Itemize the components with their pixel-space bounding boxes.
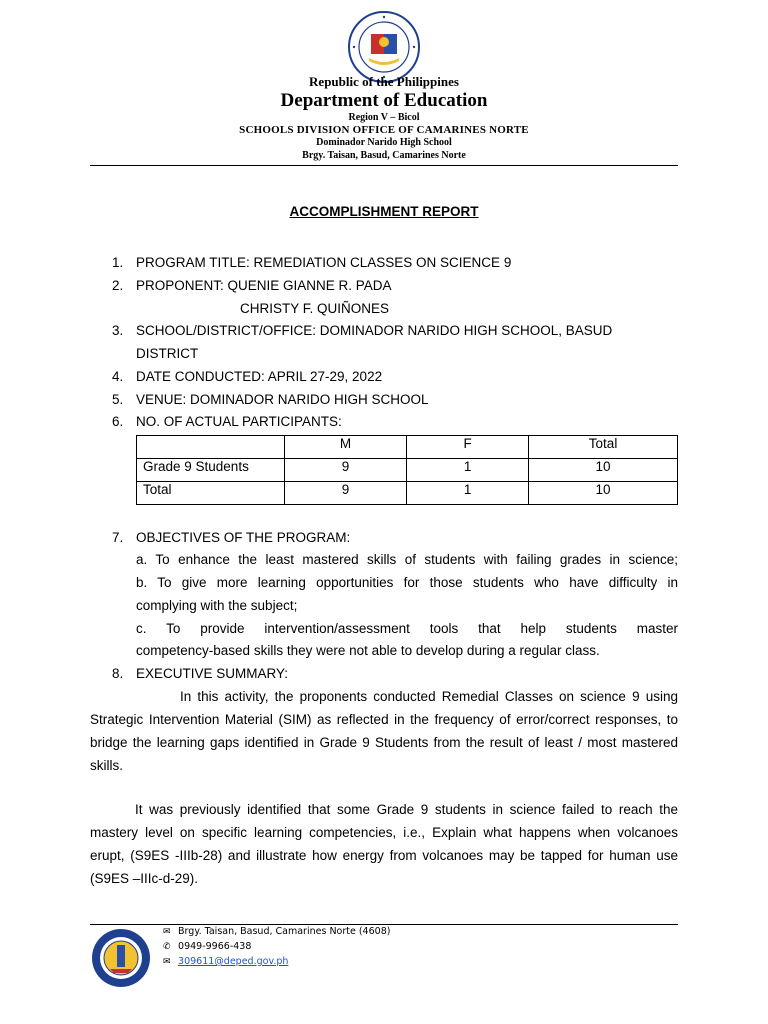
header-region: Region V – Bicol [348, 112, 420, 123]
table-row [137, 459, 678, 482]
item-text: CHRISTY F. QUIÑONES [240, 301, 390, 316]
item-number: 5. [112, 392, 124, 407]
table-cell: 10 [529, 482, 678, 505]
envelope-icon: ✉ [163, 927, 171, 937]
mail-icon: ✉ [163, 957, 171, 967]
table-header-row [137, 436, 678, 459]
deped-seal-logo [347, 10, 421, 84]
footer-address-text: Brgy. Taisan, Basud, Camarines Norte (4608) [178, 926, 391, 937]
item-text: PROPONENT: QUENIE GIANNE R. PADA [136, 278, 392, 293]
summary-paragraph-2: It was previously identified that some Grade 9 students in science failed to reach the mastery level on specific learning competencies, i.e., Explain what happens when volcanoes erupt, (S9ES -IIIb-28) and illustrate how energy from volcanoes may be tapped for human use (S9ES –IIIc-d-29). [90, 802, 678, 886]
participants-table [136, 435, 678, 505]
header-department: Department of Education [280, 90, 488, 111]
item-text: OBJECTIVES OF THE PROGRAM: [136, 530, 351, 545]
summary-paragraph-1: In this activity, the proponents conducted Remedial Classes on science 9 using Strategic Intervention Material (SIM) as reflected in the frequency of error/correct responses, to bridge the learning gaps identified in Grade 9 Students from the result of least / most mastered skills. [90, 689, 678, 773]
objective-c-line2: competency-based skills they were not able to develop during a regular class. [136, 643, 600, 658]
header-republic: Republic of the Philippines [309, 74, 459, 89]
header-division: SCHOOLS DIVISION OFFICE OF CAMARINES NORTE [239, 124, 529, 136]
footer-email-link[interactable]: 309611@deped.gov.ph [178, 956, 289, 967]
table-cell: 10 [529, 459, 678, 482]
table-cell [137, 436, 285, 459]
item-number: 4. [112, 369, 124, 384]
table-row [137, 482, 678, 505]
report-title: ACCOMPLISHMENT REPORT [289, 204, 479, 219]
item-text: VENUE: DOMINADOR NARIDO HIGH SCHOOL [136, 392, 429, 407]
item-number: 8. [112, 666, 124, 681]
table-header-total: Total [529, 436, 678, 459]
item-text: EXECUTIVE SUMMARY: [136, 666, 289, 681]
header-divider [90, 165, 678, 166]
header-school: Dominador Narido High School [316, 137, 452, 148]
item-text: DATE CONDUCTED: APRIL 27-29, 2022 [136, 369, 383, 384]
table-cell: 9 [284, 482, 406, 505]
item-text: NO. OF ACTUAL PARTICIPANTS: [136, 414, 342, 429]
school-logo [90, 927, 152, 989]
footer-phone-text: 0949-9966-438 [178, 941, 252, 952]
footer-phone [163, 940, 251, 954]
table-cell: 1 [407, 482, 529, 505]
table-cell: Total [137, 482, 285, 505]
item-number: 7. [112, 530, 124, 545]
footer-email [163, 955, 288, 969]
table-cell: 9 [284, 459, 406, 482]
phone-icon: ✆ [163, 942, 171, 952]
item-text: DISTRICT [136, 346, 199, 361]
table-header-female: F [407, 436, 529, 459]
item-number: 1. [112, 255, 124, 270]
table-cell: 1 [407, 459, 529, 482]
objective-c-line1: c. To provide intervention/assessment tools that help students master [136, 621, 678, 636]
table-header-male: M [284, 436, 406, 459]
objective-a: a. To enhance the least mastered skills of students with failing grades in science; [136, 552, 678, 567]
objective-b-line2: complying with the subject; [136, 598, 298, 613]
item-text: SCHOOL/DISTRICT/OFFICE: DOMINADOR NARIDO HIGH SCHOOL, BASUD [136, 323, 613, 338]
objective-b-line1: b. To give more learning opportunities for those students who have difficulty in [136, 575, 678, 590]
header-address: Brgy. Taisan, Basud, Camarines Norte [302, 150, 466, 161]
item-number: 2. [112, 278, 124, 293]
table-cell: Grade 9 Students [137, 459, 285, 482]
footer-address [163, 925, 390, 939]
item-number: 3. [112, 323, 124, 338]
item-text: PROGRAM TITLE: REMEDIATION CLASSES ON SCIENCE 9 [136, 255, 512, 270]
item-number: 6. [112, 414, 124, 429]
